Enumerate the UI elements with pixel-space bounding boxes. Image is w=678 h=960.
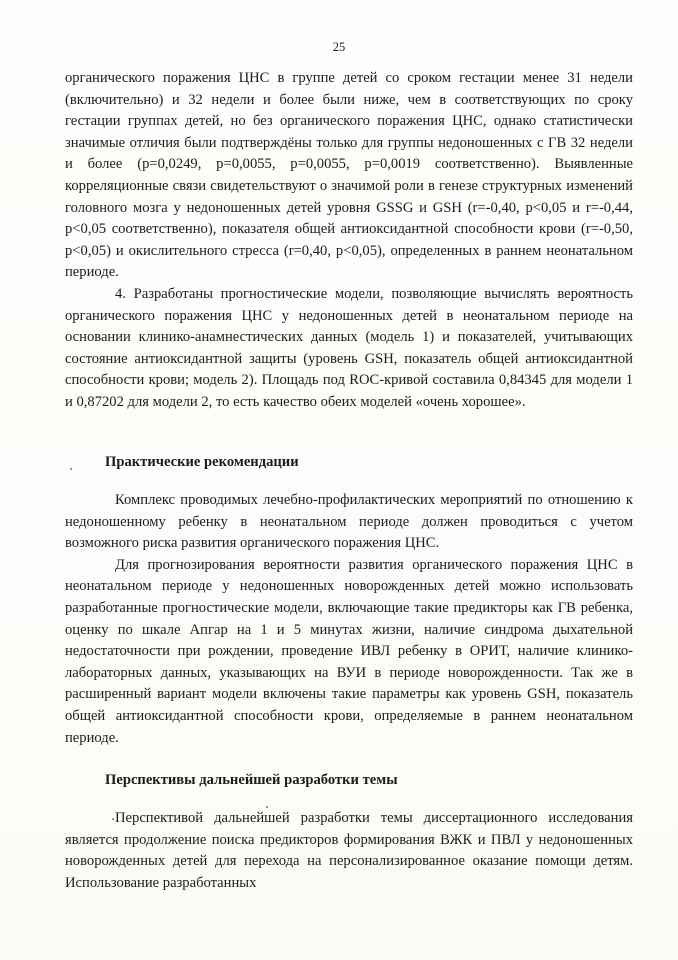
heading-further-development: Перспективы дальнейшей разработки темы	[105, 772, 398, 788]
scan-speck	[70, 468, 72, 470]
scan-speck	[112, 818, 114, 820]
paragraph-conclusion-3-end: органического поражения ЦНС в группе детей со сроком гестации менее 31 недели (включительно) и 32 недели и более были ниже, чем в соответствующих по сроку гестации группах детей, но без органического поражения ЦНС, однако статистически значимые отличия были подтверждёны только для группы недоношенных с ГВ 32 недели и более (p=0,0249, p=0,0055, p=0,0055, p=0,0019 соответственно). Выявленные корреляционные связи свидетельствуют о значимой роли в генезе структурных изменений головного мозга у недоношенных детей уровня GSSG и GSH (r=-0,40, p<0,05 и r=-0,44, p<0,05 соответственно), показателя общей антиоксидантной способности крови (r=-0,50, p<0,05) и окислительного стресса (r=0,40, p<0,05), определенных в раннем неонатальном периоде.	[65, 70, 633, 281]
conclusions-continued	[65, 68, 633, 414]
paragraph-recommendation-2: Для прогнозирования вероятности развития органического поражения ЦНС в неонатальном периоде у недоношенных новорожденных детей можно использовать разработанные прогностические модели, включающие такие предикторы как ГВ ребенка, оценку по шкале Апгар на 1 и 5 минутах жизни, наличие синдрома дыхательной недостаточности при рождении, проведение ИВЛ ребенку в ОРИТ, наличие клинико-лабораторных данных, указывающих на ВУИ в периоде новорожденности. Так же в расширенный вариант модели включены такие параметры как уровень GSH, показатель общей антиоксидантной способности крови, определяемые в раннем неонатальном периоде.	[65, 556, 633, 746]
paragraph-further-development: Перспективой дальнейшей разработки темы диссертационного исследования является продолжение поиска предикторов формирования ВЖК и ПВЛ у недоношенных новорожденных детей для перехода на персонализированное оказание помощи детям. Использование разработанных	[65, 810, 633, 891]
further-development-body	[65, 808, 633, 894]
paragraph-recommendation-1: Комплекс проводимых лечебно-профилактических мероприятий по отношению к недоношенному ребенку в неонатальном периоде должен проводиться с учетом возможного риска развития органического поражения ЦНС.	[65, 492, 633, 552]
paragraph-conclusion-4: 4. Разработаны прогностические модели, позволяющие вычислять вероятность органического поражения ЦНС у недоношенных детей в неонатальном периоде на основании клинико-анамнестических данных (модель 1) и показателей, учитывающих состояние антиоксидантной защиты (уровень GSH, показатель общей антиоксидантной способности крови; модель 2). Площадь под ROC-кривой составила 0,84345 для модели 1 и 0,87202 для модели 2, то есть качество обеих моделей «очень хорошее».	[65, 285, 633, 410]
heading-practical-recommendations: Практические рекомендации	[105, 454, 299, 470]
scan-speck	[266, 806, 268, 808]
page-number: 25	[332, 40, 346, 54]
practical-recommendations-body	[65, 490, 633, 749]
